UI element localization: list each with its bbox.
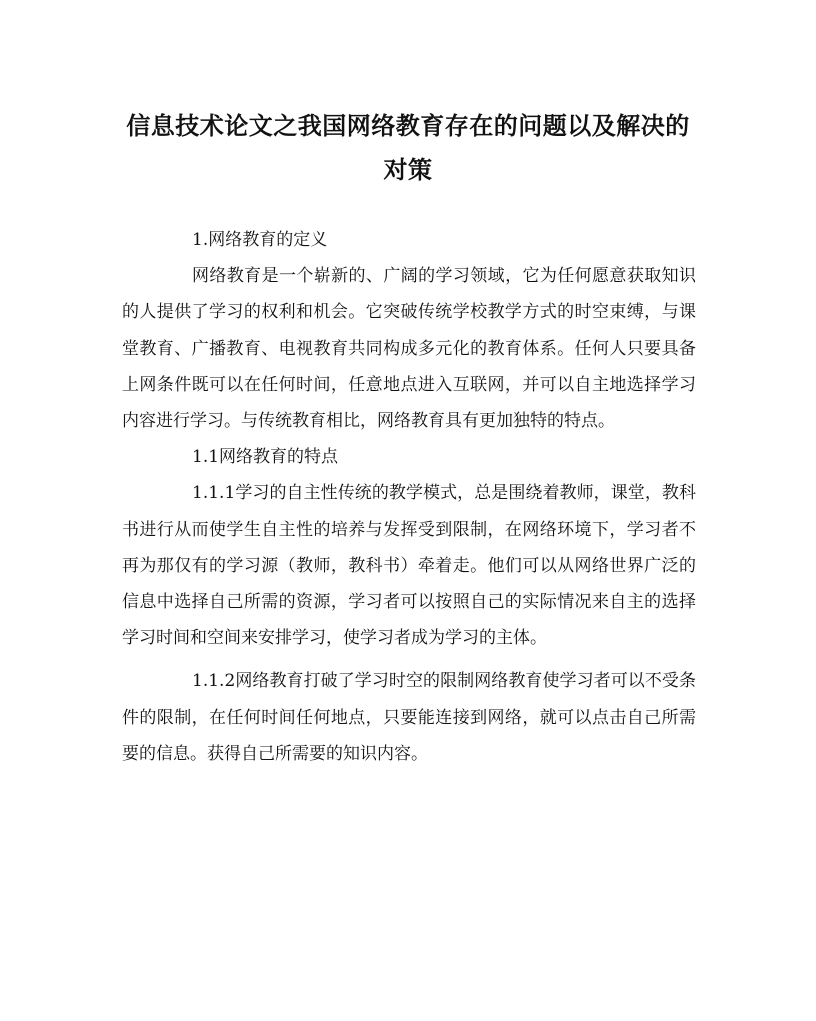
document-body [122,222,696,772]
section-heading-1: 1.网络教育的定义 [192,230,328,250]
paragraph-1-1-1: 1.1.1学习的自主性传统的教学模式，总是围绕着教师，课堂，教科书进行从而使学生自主性的培养与发挥受到限制，在网络环境下，学习者不再为那仅有的学习源（教师，教科书）牵着走。他们可以从网络世界广泛的信息中选择自己所需的资源，学习者可以按照自己的实际情况来自主的选择学习时间和空间来安排学习，使学习者成为学习的主体。 [122,483,696,649]
document-title: 信息技术论文之我国网络教育存在的问题以及解决的对策 [126,111,690,184]
paragraph-definition: 网络教育是一个崭新的、广阔的学习领域，它为任何愿意获取知识的人提供了学习的权利和机会。它突破传统学校教学方式的时空束缚，与课堂教育、广播教育、电视教育共同构成多元化的教育体系。任何人只要具备上网条件既可以在任何时间，任意地点进入互联网，并可以自主地选择学习内容进行学习。与传统教育相比，网络教育具有更加独特的特点。 [122,266,696,432]
paragraph-1-1-2: 1.1.2网络教育打破了学习时空的限制网络教育使学习者可以不受条件的限制，在任何时间任何地点，只要能连接到网络，就可以点击自己所需要的信息。获得自己所需要的知识内容。 [122,671,696,764]
section-heading-1-1: 1.1网络教育的特点 [192,447,339,468]
